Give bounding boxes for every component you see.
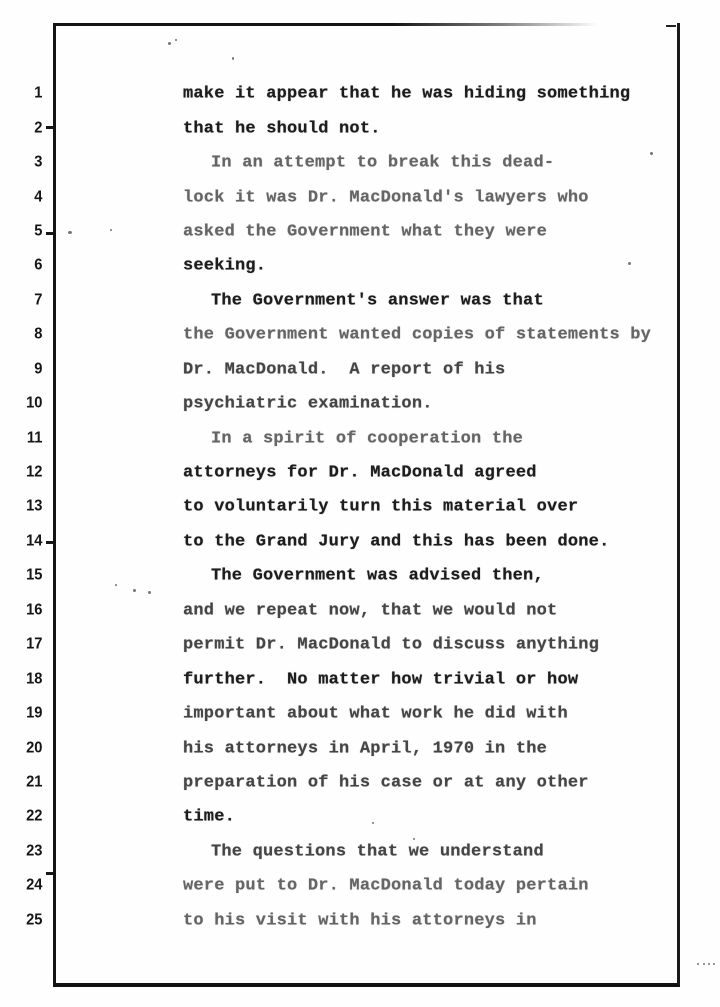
transcript-line-text: seeking.	[183, 256, 267, 276]
line-number: 17	[26, 635, 43, 653]
line-number: 15	[26, 566, 43, 584]
line-number: 4	[34, 187, 43, 205]
transcript-row	[0, 835, 720, 869]
line-number: 13	[26, 497, 43, 515]
line-number: 8	[34, 325, 43, 343]
transcript-row	[0, 697, 720, 731]
line-number: 21	[26, 773, 43, 791]
page-border-top	[53, 23, 598, 26]
transcript-row	[0, 662, 720, 696]
transcript-line-text: important about what work he did with	[183, 704, 568, 724]
scan-speck	[650, 152, 653, 155]
page-border-corner-mark	[666, 25, 676, 27]
scan-speck	[68, 231, 72, 234]
transcript-row	[0, 180, 720, 214]
scan-speck	[232, 57, 234, 60]
transcript-line-text: In an attempt to break this dead-	[211, 153, 555, 173]
line-number: 25	[26, 910, 43, 928]
transcript-row	[0, 387, 720, 421]
transcript-body	[0, 77, 720, 938]
transcript-line-text: asked the Government what they were	[183, 222, 548, 242]
scan-speck	[168, 42, 171, 45]
transcript-row	[0, 215, 720, 249]
transcript-line-text: the Government wanted copies of statements by	[183, 325, 652, 345]
line-number: 10	[26, 394, 43, 412]
line-number: 20	[26, 738, 43, 756]
transcript-row	[0, 353, 720, 387]
transcript-row	[0, 525, 720, 559]
transcript-row	[0, 456, 720, 490]
transcript-line-text: lock it was Dr. MacDonald's lawyers who	[183, 188, 589, 208]
line-number: 12	[26, 463, 43, 481]
transcript-row	[0, 731, 720, 765]
transcript-line-text: permit Dr. MacDonald to discuss anything	[183, 635, 600, 655]
scan-speck	[372, 822, 374, 824]
line-number: 24	[26, 876, 43, 894]
line-number: 16	[26, 601, 43, 619]
transcript-row	[0, 77, 720, 111]
transcript-line-text: The questions that we understand	[211, 842, 544, 862]
transcript-line-text: to his visit with his attorneys in	[183, 911, 537, 931]
line-number: 3	[34, 153, 43, 171]
transcript-row	[0, 421, 720, 455]
transcript-line-text: preparation of his case or at any other	[183, 773, 589, 793]
transcript-line-text: In a spirit of cooperation the	[211, 429, 524, 449]
scan-speck	[110, 229, 112, 231]
scan-speck	[713, 963, 715, 965]
transcript-row	[0, 490, 720, 524]
transcript-line-text: The Government was advised then,	[211, 566, 544, 586]
transcript-line-text: that he should not.	[183, 119, 381, 139]
transcript-line-text: Dr. MacDonald. A report of his	[183, 360, 506, 380]
scan-speck	[703, 963, 705, 965]
scan-speck	[697, 963, 699, 965]
transcript-row	[0, 559, 720, 593]
line-number: 9	[34, 359, 43, 377]
line-number: 2	[34, 118, 43, 136]
transcript-row	[0, 628, 720, 662]
transcript-line-text: to the Grand Jury and this has been done.	[183, 532, 610, 552]
line-number: 14	[26, 532, 43, 550]
transcript-line-text: time.	[183, 807, 236, 827]
transcript-line-text: The Government's answer was that	[211, 291, 544, 311]
line-number: 11	[26, 428, 43, 446]
transcript-row	[0, 904, 720, 938]
transcript-row	[0, 318, 720, 352]
transcript-row	[0, 800, 720, 834]
transcript-line-text: further. No matter how trivial or how	[183, 670, 579, 690]
scan-speck	[148, 591, 151, 594]
transcript-line-text: his attorneys in April, 1970 in the	[183, 739, 548, 759]
line-number: 6	[34, 256, 43, 274]
line-number: 23	[26, 842, 43, 860]
transcript-row	[0, 284, 720, 318]
scan-speck	[708, 963, 710, 965]
scan-speck	[115, 584, 117, 586]
transcript-row	[0, 594, 720, 628]
scan-speck	[175, 39, 177, 41]
transcript-row	[0, 146, 720, 180]
line-number: 22	[26, 807, 43, 825]
transcript-line-text: were put to Dr. MacDonald today pertain	[183, 876, 589, 896]
line-number: 19	[26, 704, 43, 722]
transcript-row	[0, 869, 720, 903]
transcript-line-text: to voluntarily turn this material over	[183, 497, 579, 517]
scan-speck	[628, 262, 631, 265]
transcript-row	[0, 111, 720, 145]
transcript-line-text: psychiatric examination.	[183, 394, 433, 414]
line-number: 1	[34, 84, 43, 102]
scan-speck	[133, 589, 136, 592]
line-number: 7	[34, 291, 43, 309]
line-number: 5	[34, 222, 43, 240]
transcript-line-text: attorneys for Dr. MacDonald agreed	[183, 463, 537, 483]
transcript-row	[0, 249, 720, 283]
transcript-line-text: and we repeat now, that we would not	[183, 601, 558, 621]
scan-speck	[413, 838, 415, 840]
transcript-line-text: make it appear that he was hiding something	[183, 84, 631, 104]
transcript-row	[0, 766, 720, 800]
line-number: 18	[26, 669, 43, 687]
